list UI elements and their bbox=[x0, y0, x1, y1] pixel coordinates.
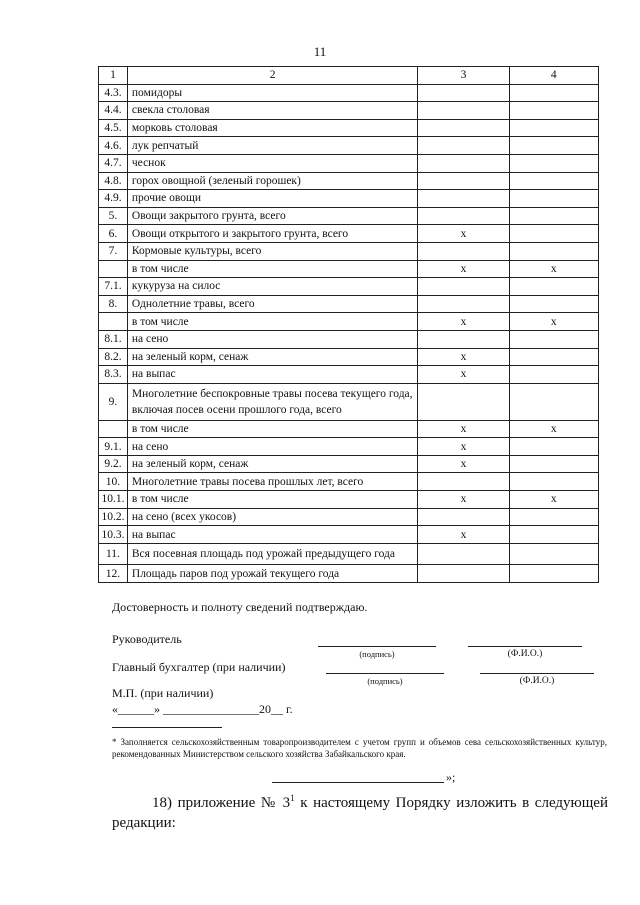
table-row bbox=[99, 102, 599, 120]
row-col-4 bbox=[509, 242, 598, 260]
row-col-4 bbox=[509, 154, 598, 172]
row-name: Вся посевная площадь под урожай предыдущего года bbox=[127, 543, 417, 565]
row-col-4 bbox=[509, 348, 598, 366]
row-name: Многолетние травы посева прошлых лет, всего bbox=[127, 473, 417, 491]
table-row bbox=[99, 119, 599, 137]
row-number: 11. bbox=[99, 543, 128, 565]
row-name: помидоры bbox=[127, 84, 417, 102]
row-number: 8.3. bbox=[99, 366, 128, 384]
row-col-4 bbox=[509, 137, 598, 155]
row-col-4 bbox=[509, 366, 598, 384]
manager-signature-line bbox=[318, 646, 436, 647]
row-col-3: x bbox=[418, 420, 509, 438]
row-col-4 bbox=[509, 207, 598, 225]
row-col-4 bbox=[509, 565, 598, 583]
row-col-4 bbox=[509, 455, 598, 473]
row-name: Кормовые культуры, всего bbox=[127, 242, 417, 260]
row-number: 10.1. bbox=[99, 491, 128, 509]
row-col-3: x bbox=[418, 491, 509, 509]
row-col-3: x bbox=[418, 366, 509, 384]
row-number: 4.3. bbox=[99, 84, 128, 102]
table-header-row bbox=[99, 67, 599, 85]
accountant-fio-line bbox=[480, 673, 594, 674]
table-row bbox=[99, 420, 599, 438]
table-row bbox=[99, 383, 599, 420]
row-col-4 bbox=[509, 526, 598, 544]
table-row bbox=[99, 260, 599, 278]
row-col-3 bbox=[418, 84, 509, 102]
footnote: * Заполняется сельскохозяйственным товаропроизводителем с учетом групп и объемов сева сельскохозяйственных культур, рекомендованных Министерством сельского хозяйства Забайкальского края. bbox=[112, 737, 607, 759]
accountant-signature-line bbox=[326, 673, 444, 674]
stamp-label: М.П. (при наличии) bbox=[112, 686, 214, 700]
row-col-4 bbox=[509, 473, 598, 491]
table-row bbox=[99, 330, 599, 348]
row-name: на сено bbox=[127, 438, 417, 456]
row-name: на сено bbox=[127, 330, 417, 348]
row-name: в том числе bbox=[127, 491, 417, 509]
table-row bbox=[99, 278, 599, 296]
row-col-4: x bbox=[509, 260, 598, 278]
row-col-3: x bbox=[418, 260, 509, 278]
row-number: 10.3. bbox=[99, 526, 128, 544]
row-col-3 bbox=[418, 154, 509, 172]
table-row bbox=[99, 295, 599, 313]
table-row bbox=[99, 242, 599, 260]
manager-label: Руководитель bbox=[112, 632, 182, 646]
row-number: 4.6. bbox=[99, 137, 128, 155]
row-name: Однолетние травы, всего bbox=[127, 295, 417, 313]
table-row bbox=[99, 438, 599, 456]
row-col-3 bbox=[418, 102, 509, 120]
table-row bbox=[99, 207, 599, 225]
row-col-4 bbox=[509, 102, 598, 120]
row-number: 9.1. bbox=[99, 438, 128, 456]
row-col-3 bbox=[418, 508, 509, 526]
row-number: 4.9. bbox=[99, 190, 128, 208]
row-name: в том числе bbox=[127, 313, 417, 331]
sowing-area-table bbox=[98, 66, 599, 583]
table-row bbox=[99, 190, 599, 208]
row-number: 10.2. bbox=[99, 508, 128, 526]
table-row bbox=[99, 348, 599, 366]
row-col-3 bbox=[418, 473, 509, 491]
row-number: 8.1. bbox=[99, 330, 128, 348]
row-number: 5. bbox=[99, 207, 128, 225]
table-row bbox=[99, 172, 599, 190]
row-number bbox=[99, 420, 128, 438]
table-row bbox=[99, 366, 599, 384]
amendment-paragraph bbox=[112, 788, 608, 833]
table-row bbox=[99, 526, 599, 544]
page-number: 11 bbox=[313, 44, 327, 59]
row-col-4 bbox=[509, 225, 598, 243]
table-row bbox=[99, 543, 599, 565]
closing-quote: »; bbox=[446, 770, 456, 784]
row-name: Овощи закрытого грунта, всего bbox=[127, 207, 417, 225]
table-row bbox=[99, 154, 599, 172]
row-name: в том числе bbox=[127, 260, 417, 278]
row-col-3 bbox=[418, 565, 509, 583]
row-col-3 bbox=[418, 207, 509, 225]
row-col-3: x bbox=[418, 313, 509, 331]
row-col-3: x bbox=[418, 225, 509, 243]
date-line: «______» ________________20__ г. bbox=[112, 702, 293, 716]
row-col-3 bbox=[418, 137, 509, 155]
header-col-1: 1 bbox=[99, 67, 128, 85]
accountant-label: Главный бухгалтер (при наличии) bbox=[112, 660, 286, 674]
row-name: Площадь паров под урожай текущего года bbox=[127, 565, 417, 583]
row-name: горох овощной (зеленый горошек) bbox=[127, 172, 417, 190]
row-col-4: x bbox=[509, 313, 598, 331]
row-number: 7.1. bbox=[99, 278, 128, 296]
table-row bbox=[99, 508, 599, 526]
certification-text: Достоверность и полноту сведений подтверждаю. bbox=[112, 600, 368, 614]
row-col-4: x bbox=[509, 420, 598, 438]
row-number bbox=[99, 313, 128, 331]
row-col-3 bbox=[418, 242, 509, 260]
row-col-3: x bbox=[418, 526, 509, 544]
row-col-3: x bbox=[418, 348, 509, 366]
row-col-3: x bbox=[418, 455, 509, 473]
row-col-3 bbox=[418, 119, 509, 137]
row-col-3 bbox=[418, 172, 509, 190]
row-name: лук репчатый bbox=[127, 137, 417, 155]
table-row bbox=[99, 137, 599, 155]
row-col-4 bbox=[509, 190, 598, 208]
amendment-text-before: 18) приложение № 3 bbox=[152, 795, 291, 811]
row-name: в том числе bbox=[127, 420, 417, 438]
row-number: 4.5. bbox=[99, 119, 128, 137]
row-number: 6. bbox=[99, 225, 128, 243]
amendment-superscript: 1 bbox=[290, 793, 295, 803]
row-name: Овощи открытого и закрытого грунта, всего bbox=[127, 225, 417, 243]
row-col-3 bbox=[418, 190, 509, 208]
table-row bbox=[99, 455, 599, 473]
closing-line bbox=[272, 782, 444, 783]
table-row bbox=[99, 225, 599, 243]
footnote-separator bbox=[112, 727, 222, 728]
row-number bbox=[99, 260, 128, 278]
row-name: свекла столовая bbox=[127, 102, 417, 120]
row-col-4 bbox=[509, 295, 598, 313]
row-name: на выпас bbox=[127, 526, 417, 544]
amendment-text-after: к настоящему Порядку изложить в следующей редакции: bbox=[112, 795, 608, 831]
row-col-3 bbox=[418, 295, 509, 313]
row-col-3 bbox=[418, 543, 509, 565]
row-col-3 bbox=[418, 278, 509, 296]
row-number: 9.2. bbox=[99, 455, 128, 473]
row-name: чеснок bbox=[127, 154, 417, 172]
manager-fio-caption: (Ф.И.О.) bbox=[507, 649, 543, 659]
table-row bbox=[99, 84, 599, 102]
row-col-4 bbox=[509, 84, 598, 102]
row-name: на зеленый корм, сенаж bbox=[127, 348, 417, 366]
row-col-4 bbox=[509, 383, 598, 420]
row-number: 12. bbox=[99, 565, 128, 583]
row-number: 7. bbox=[99, 242, 128, 260]
row-col-3: x bbox=[418, 438, 509, 456]
row-col-4 bbox=[509, 330, 598, 348]
row-col-4: x bbox=[509, 491, 598, 509]
table-row bbox=[99, 473, 599, 491]
table-row bbox=[99, 313, 599, 331]
row-col-4 bbox=[509, 543, 598, 565]
row-col-4 bbox=[509, 278, 598, 296]
header-col-2: 2 bbox=[127, 67, 417, 85]
row-name: прочие овощи bbox=[127, 190, 417, 208]
manager-fio-line bbox=[468, 646, 582, 647]
row-number: 4.8. bbox=[99, 172, 128, 190]
accountant-fio-caption: (Ф.И.О.) bbox=[519, 676, 555, 686]
table-row bbox=[99, 491, 599, 509]
row-name: Многолетние беспокровные травы посева текущего года, включая посев осени прошлого года, всего bbox=[127, 383, 417, 420]
row-number: 4.4. bbox=[99, 102, 128, 120]
header-col-4: 4 bbox=[509, 67, 598, 85]
row-name: на сено (всех укосов) bbox=[127, 508, 417, 526]
row-number: 4.7. bbox=[99, 154, 128, 172]
row-col-4 bbox=[509, 119, 598, 137]
row-col-4 bbox=[509, 438, 598, 456]
row-name: на зеленый корм, сенаж bbox=[127, 455, 417, 473]
manager-signature-caption: (подпись) bbox=[359, 649, 395, 659]
accountant-signature-caption: (подпись) bbox=[367, 676, 403, 686]
row-number: 10. bbox=[99, 473, 128, 491]
row-name: морковь столовая bbox=[127, 119, 417, 137]
header-col-3: 3 bbox=[418, 67, 509, 85]
row-number: 8.2. bbox=[99, 348, 128, 366]
row-col-4 bbox=[509, 508, 598, 526]
row-col-3 bbox=[418, 330, 509, 348]
row-name: кукуруза на силос bbox=[127, 278, 417, 296]
row-number: 8. bbox=[99, 295, 128, 313]
row-number: 9. bbox=[99, 383, 128, 420]
row-col-3 bbox=[418, 383, 509, 420]
table-row bbox=[99, 565, 599, 583]
row-col-4 bbox=[509, 172, 598, 190]
row-name: на выпас bbox=[127, 366, 417, 384]
